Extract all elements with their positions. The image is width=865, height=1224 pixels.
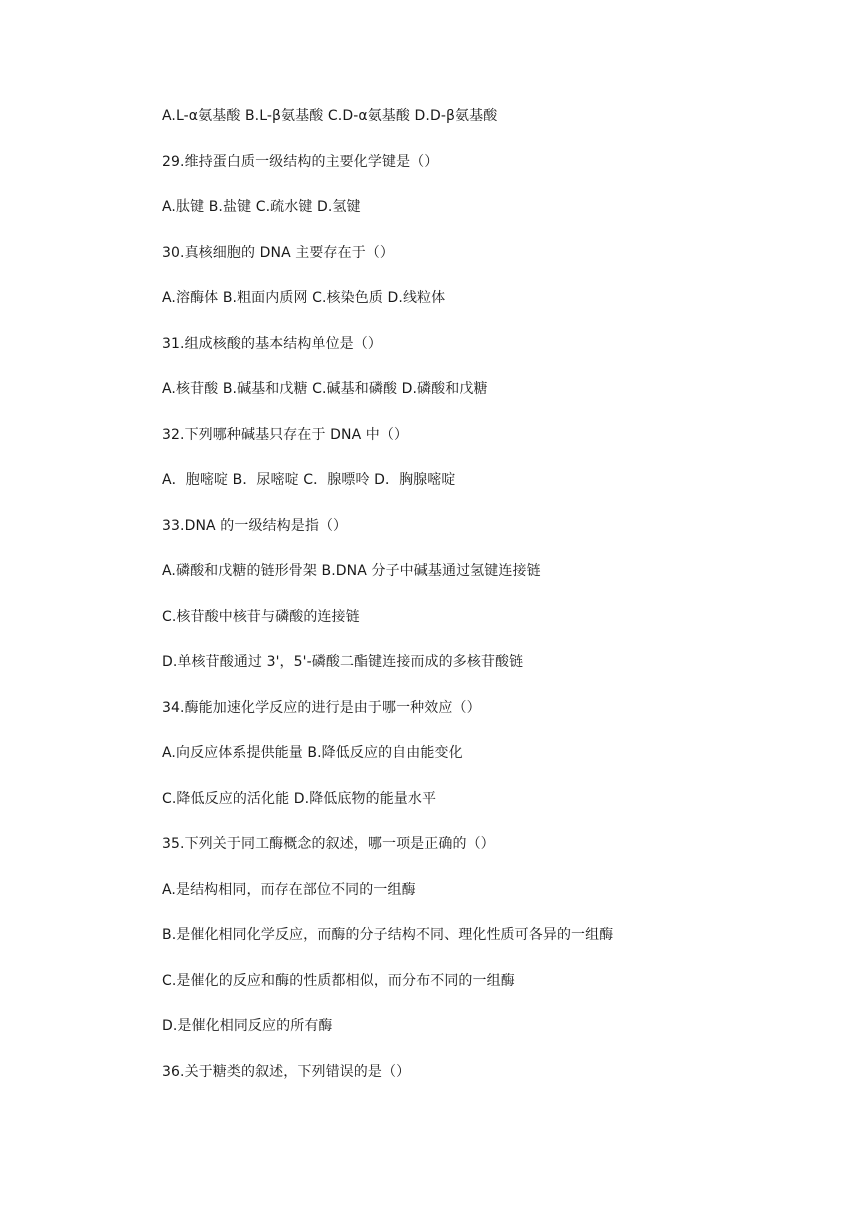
option-line-q33-ab: A.磷酸和戊糖的链形骨架 B.DNA 分子中碱基通过氢键连接链 [162, 563, 541, 579]
option-line-q34-ab: A.向反应体系提供能量 B.降低反应的自由能变化 [162, 745, 463, 761]
option-line-q35-d: D.是催化相同反应的所有酶 [162, 1018, 333, 1034]
question-34: 34.酶能加速化学反应的进行是由于哪一种效应（） [162, 699, 481, 716]
option-line-q30: A.溶酶体 B.粗面内质网 C.核染色质 D.线粒体 [162, 290, 446, 306]
question-31: 31.组成核酸的基本结构单位是（） [162, 335, 382, 352]
option-line-q33-c: C.核苷酸中核苷与磷酸的连接链 [162, 608, 360, 625]
question-35: 35.下列关于同工酶概念的叙述，哪一项是正确的（） [162, 836, 495, 852]
option-line-q28: A.L-α氨基酸 B.L-β氨基酸 C.D-α氨基酸 D.D-β氨基酸 [162, 108, 498, 124]
question-36: 36.关于糖类的叙述，下列错误的是（） [162, 1063, 411, 1080]
option-line-q35-b: B.是催化相同化学反应，而酶的分子结构不同、理化性质可各异的一组酶 [162, 927, 614, 943]
option-line-q31: A.核苷酸 B.碱基和戊糖 C.碱基和磷酸 D.磷酸和戊糖 [162, 381, 488, 397]
option-line-q35-a: A.是结构相同，而存在部位不同的一组酶 [162, 881, 416, 898]
question-list [162, 104, 822, 1105]
question-30: 30.真核细胞的 DNA 主要存在于（） [162, 244, 394, 261]
option-line-q35-c: C.是催化的反应和酶的性质都相似，而分布不同的一组酶 [162, 972, 515, 989]
option-line-q34-cd: C.降低反应的活化能 D.降低底物的能量水平 [162, 790, 437, 807]
question-32: 32.下列哪种碱基只存在于 DNA 中（） [162, 426, 409, 443]
option-line-q33-d: D.单核苷酸通过 3'，5'-磷酸二酯键连接而成的多核苷酸链 [162, 654, 524, 670]
option-line-q32: A．胞嘧啶 B．尿嘧啶 C．腺嘌呤 D．胸腺嘧啶 [162, 472, 456, 488]
question-33: 33.DNA 的一级结构是指（） [162, 517, 348, 534]
option-line-q29: A.肽键 B.盐键 C.疏水键 D.氢键 [162, 199, 361, 215]
question-29: 29.维持蛋白质一级结构的主要化学键是（） [162, 153, 439, 170]
